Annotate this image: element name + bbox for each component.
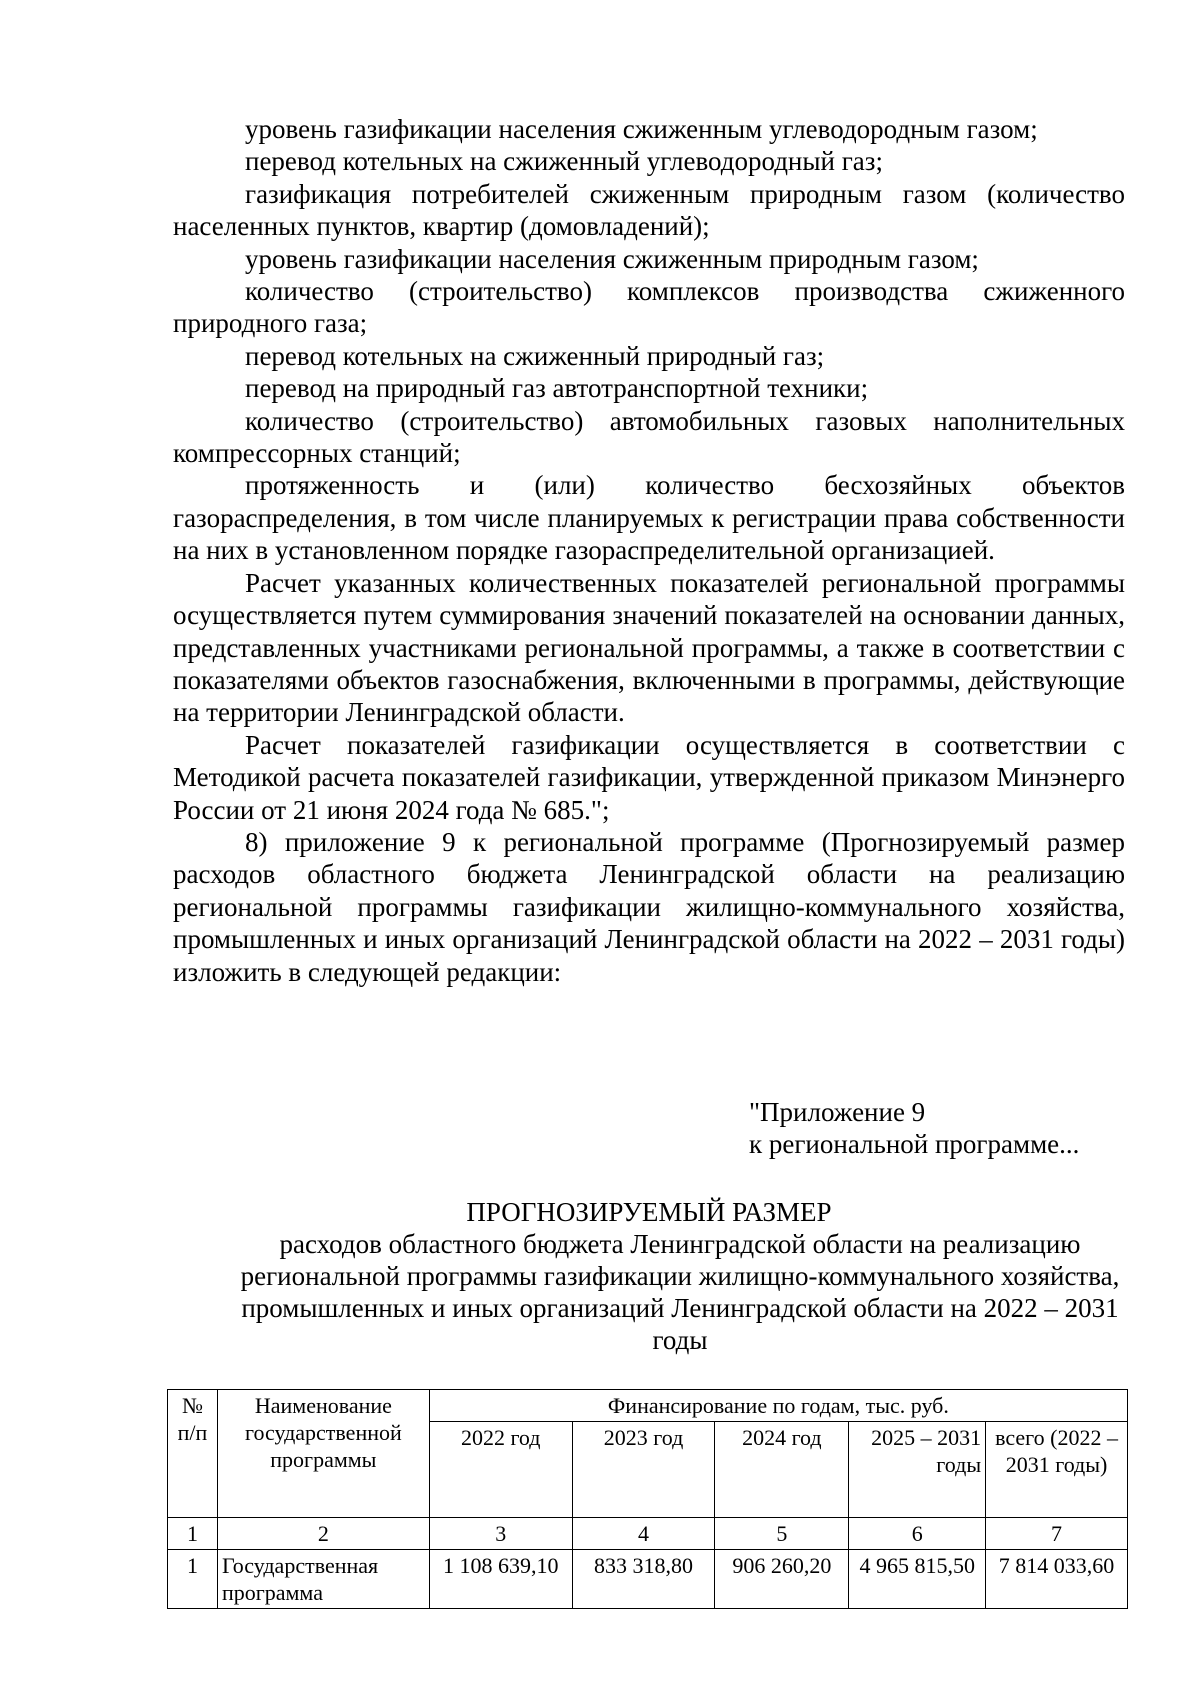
header-year: 2024 год <box>715 1422 849 1518</box>
header-year: 2022 год <box>429 1422 572 1518</box>
paragraph: уровень газификации населения сжиженным углеводородным газом; <box>245 114 1038 144</box>
document-subtitle: расходов областного бюджета Ленинградской области на реализацию региональной программы газификации жилищно-коммунального хозяйства, промышленных и иных организаций Ленинградской области на 2022 – 2031 годы <box>240 1229 1120 1355</box>
header-year: 2023 год <box>572 1422 715 1518</box>
paragraph: перевод котельных на сжиженный углеводородный газ; <box>245 146 883 177</box>
row-name: Государственная программа <box>217 1550 429 1609</box>
paragraph: газификация потребителей сжиженным природным газом (количество населенных пунктов, квартир (домовладений); <box>173 178 1125 242</box>
index-cell: 7 <box>986 1518 1128 1550</box>
paragraph: количество (строительство) комплексов производства сжиженного природного газа; <box>173 276 1125 339</box>
table-row <box>168 1550 1128 1609</box>
index-cell: 2 <box>217 1518 429 1550</box>
appendix-line-1: "Приложение 9 <box>749 1097 926 1127</box>
index-cell: 1 <box>168 1518 218 1550</box>
row-value: 7 814 033,60 <box>986 1550 1128 1609</box>
paragraph: Расчет указанных количественных показателей региональной программы осуществляется путем суммирования значений показателей на основании данных, представленных участниками региональной программы, а также в соответствии с показателями объектов газоснабжения, включенными в программы, действующие на территории Ленинградской области. <box>173 567 1125 728</box>
paragraph: 8) приложение 9 к региональной программе (Прогнозируемый размер расходов областного бюджета Ленинградской области на реализацию региональной программы газификации жилищно-коммунального хозяйства, промышленных и иных организаций Ленинградской области на 2022 – 2031 годы) изложить в следующей редакции: <box>173 826 1125 987</box>
budget-table <box>167 1389 1128 1609</box>
document-title: ПРОГНОЗИРУЕМЫЙ РАЗМЕР <box>466 1197 832 1227</box>
header-num: № п/п <box>168 1390 218 1518</box>
header-name: Наименование государственной программы <box>217 1390 429 1518</box>
row-value: 906 260,20 <box>715 1550 849 1609</box>
paragraph: протяженность и (или) количество бесхозяйных объектов газораспределения, в том числе планируемых к регистрации права собственности на них в установленном порядке газораспределительной организацией. <box>173 470 1125 566</box>
header-total: всего (2022 – 2031 годы) <box>986 1422 1128 1518</box>
paragraph: перевод на природный газ автотранспортной техники; <box>245 373 869 404</box>
appendix-heading <box>749 1096 1079 1160</box>
appendix-line-2: к региональной программе... <box>749 1129 1080 1159</box>
table-index-row <box>168 1518 1128 1550</box>
row-value: 4 965 815,50 <box>849 1550 986 1609</box>
table-header-row <box>168 1390 1128 1422</box>
row-num: 1 <box>168 1550 218 1609</box>
row-value: 833 318,80 <box>572 1550 715 1609</box>
paragraph: уровень газификации населения сжиженным природным газом; <box>245 243 979 274</box>
index-cell: 6 <box>849 1518 986 1550</box>
paragraph: перевод котельных на сжиженный природный газ; <box>245 340 825 371</box>
index-cell: 3 <box>429 1518 572 1550</box>
paragraph: Расчет показателей газификации осуществляется в соответствии с Методикой расчета показателей газификации, утвержденной приказом Минэнерго России от 21 июня 2024 года № 685."; <box>173 729 1125 825</box>
index-cell: 5 <box>715 1518 849 1550</box>
header-funding: Финансирование по годам, тыс. руб. <box>429 1390 1127 1422</box>
body-text <box>173 113 1125 988</box>
paragraph: количество (строительство) автомобильных газовых наполнительных компрессорных станций; <box>173 405 1125 469</box>
header-year: 2025 – 2031 годы <box>849 1422 986 1518</box>
index-cell: 4 <box>572 1518 715 1550</box>
row-value: 1 108 639,10 <box>429 1550 572 1609</box>
